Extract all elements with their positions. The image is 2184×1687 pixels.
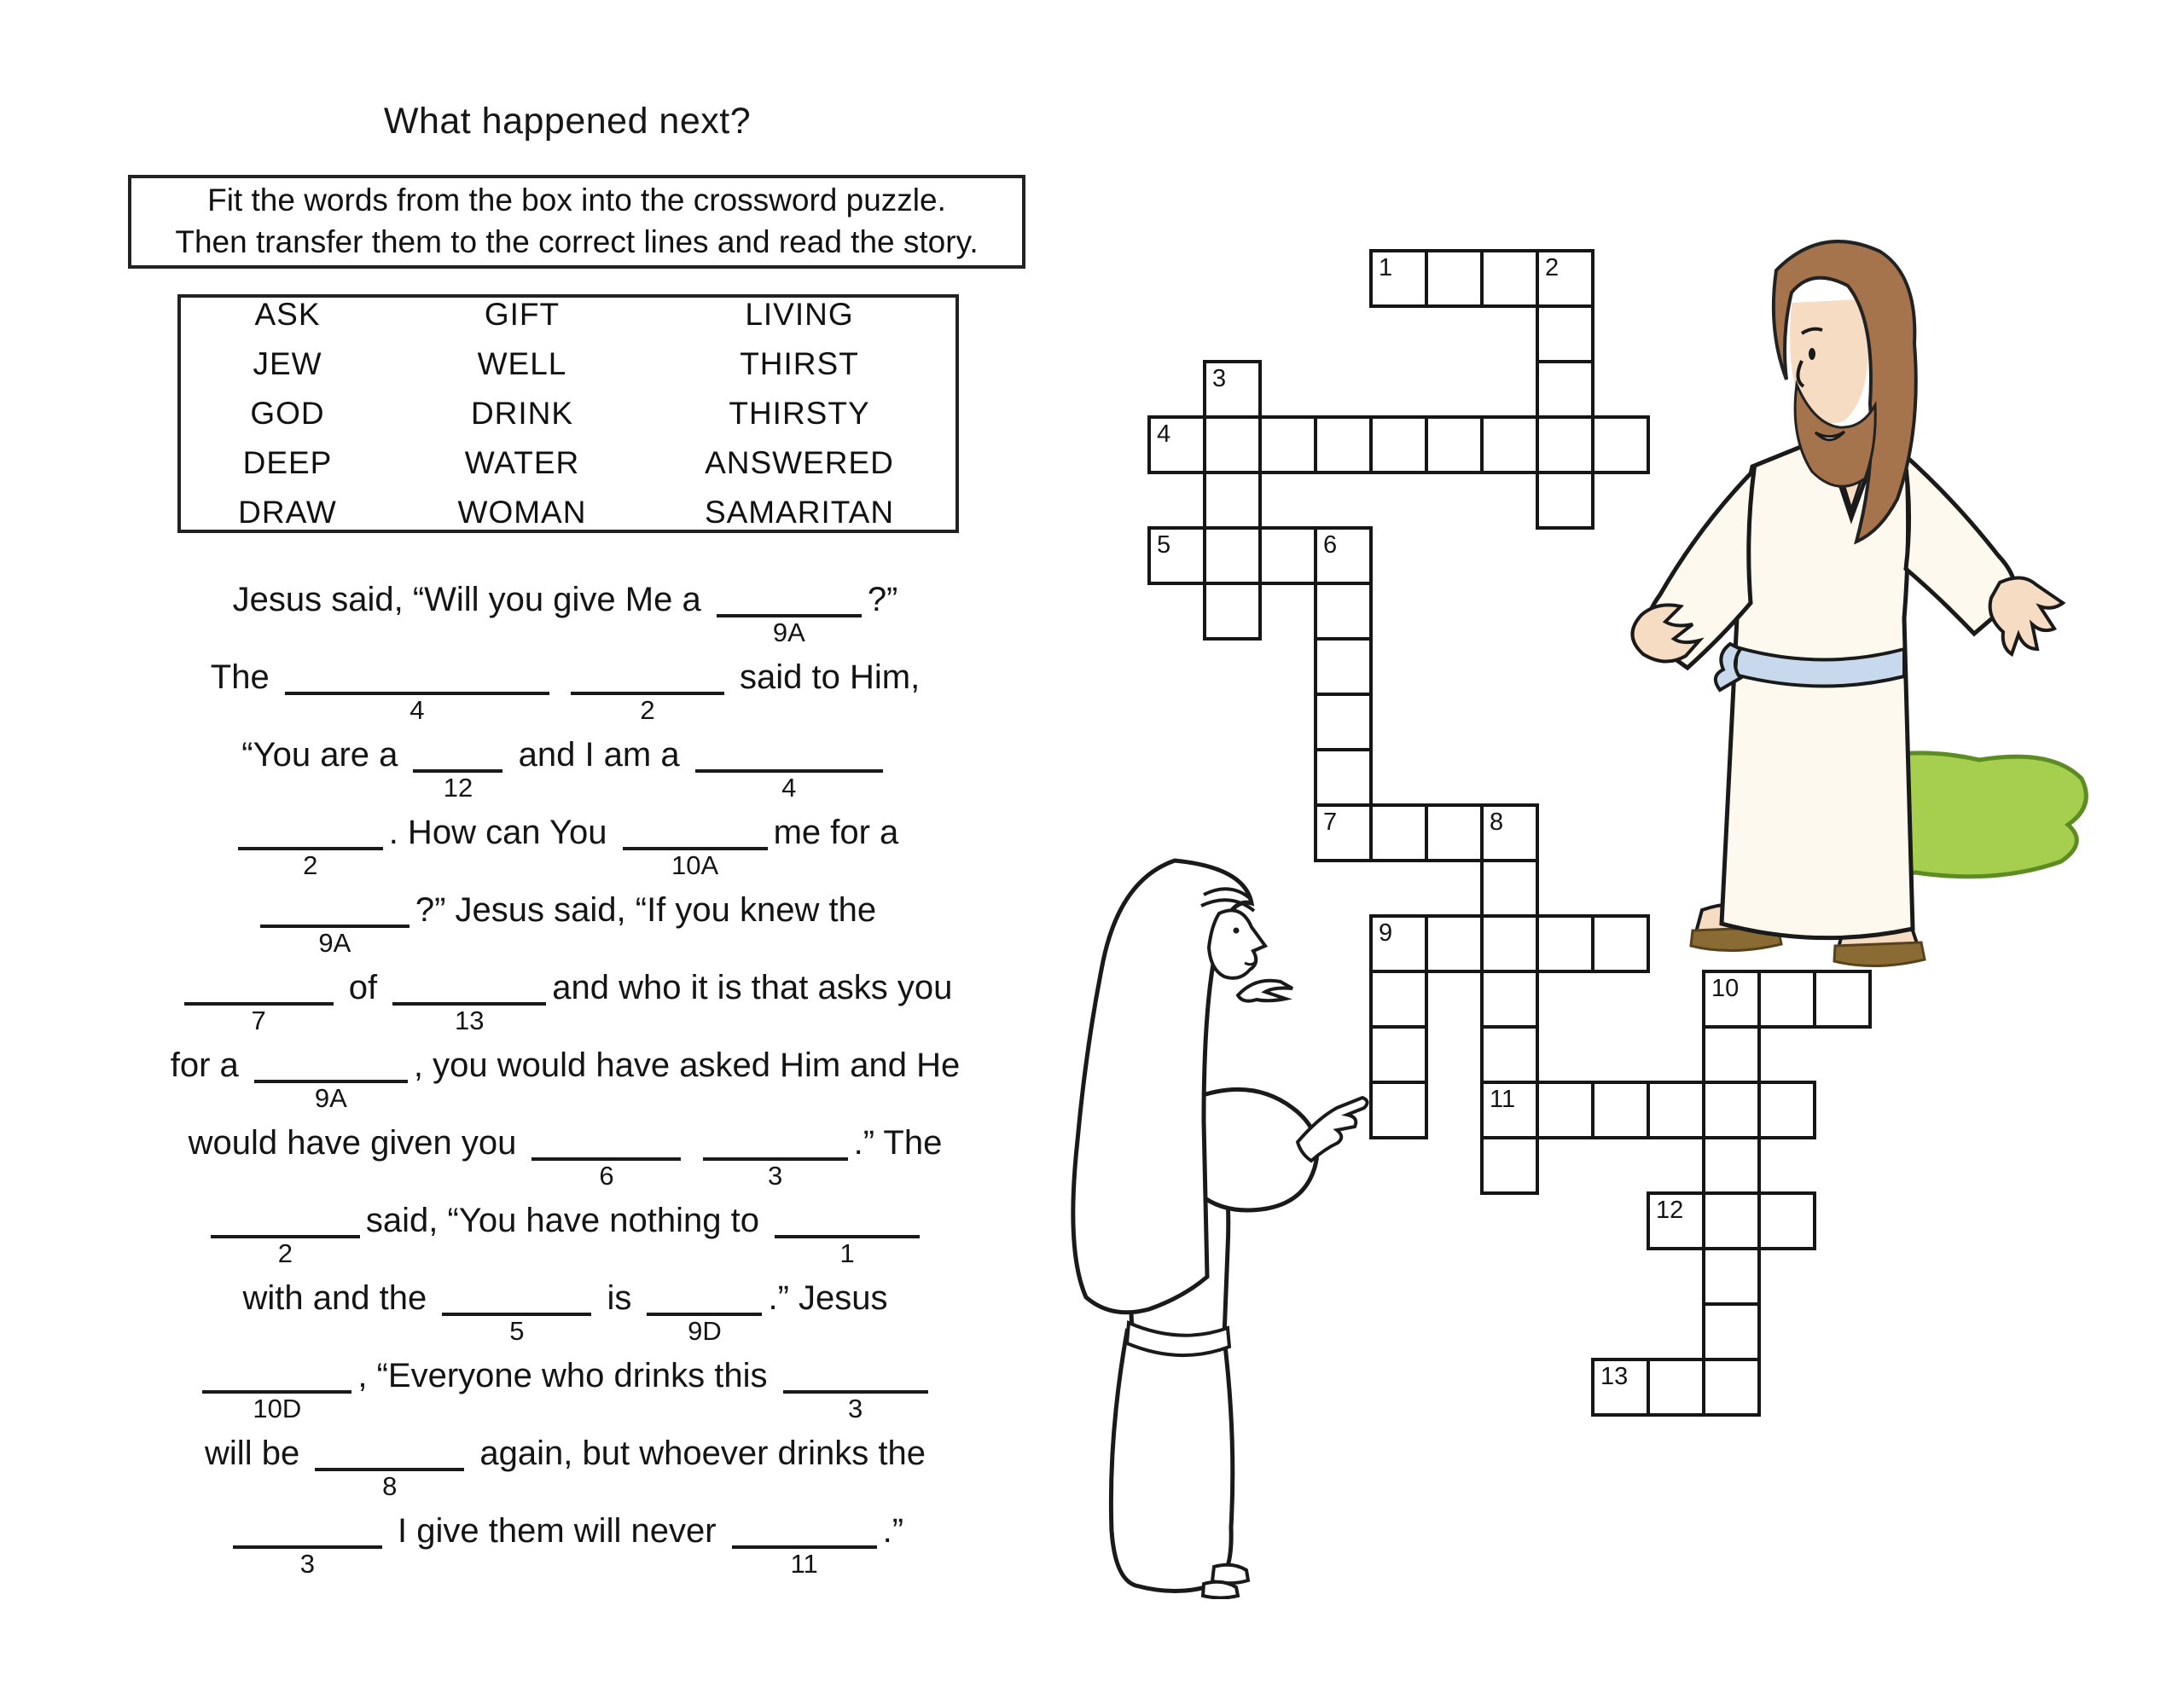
word-bank-item: ASK xyxy=(254,297,321,332)
blank-number-label: 2 xyxy=(640,695,655,725)
story-text-segment: said to Him, xyxy=(729,658,921,696)
story-blank-10D[interactable] xyxy=(202,1354,351,1423)
crossword-clue-number: 2 xyxy=(1545,254,1560,281)
crossword-cell[interactable] xyxy=(1203,582,1262,641)
story-text-segment: .” xyxy=(882,1512,904,1550)
word-bank-item: DEEP xyxy=(242,445,333,480)
crossword-cell[interactable] xyxy=(1314,415,1373,474)
crossword-cell[interactable] xyxy=(1480,249,1539,308)
word-bank-item: ANSWERED xyxy=(705,445,894,480)
story-blank-11[interactable] xyxy=(732,1510,877,1579)
blank-number-label: 12 xyxy=(443,773,473,803)
crossword-clue-number: 4 xyxy=(1157,420,1171,448)
story-line xyxy=(73,1199,1058,1277)
story-blank-7[interactable] xyxy=(184,966,334,1035)
crossword-cell[interactable] xyxy=(1425,415,1484,474)
blank-number-label: 1 xyxy=(839,1238,855,1268)
blank-number-label: 9A xyxy=(314,1083,347,1113)
word-bank-item: THIRST xyxy=(740,346,859,381)
crossword-cell[interactable] xyxy=(1536,360,1594,419)
instruction-line-1: Fit the words from the box into the crossword puzzle. xyxy=(207,183,946,218)
story-text-segment: would have given you xyxy=(188,1124,526,1162)
story-blank-2[interactable] xyxy=(238,811,383,880)
story-line xyxy=(73,578,1058,656)
story-text-segment: .” The xyxy=(853,1124,943,1162)
blank-number-label: 8 xyxy=(382,1471,398,1501)
story-text-segment: ?” xyxy=(867,581,898,618)
crossword-clue-number: 6 xyxy=(1323,531,1338,559)
blank-number-label: 11 xyxy=(790,1549,818,1579)
crossword-cell[interactable] xyxy=(1480,914,1539,973)
crossword-cell[interactable] xyxy=(1314,582,1373,641)
crossword-cell[interactable] xyxy=(1702,1081,1761,1139)
crossword-cell[interactable] xyxy=(1314,637,1373,696)
story-blank-4[interactable] xyxy=(695,733,883,803)
word-bank-box xyxy=(177,294,959,533)
crossword-cell[interactable] xyxy=(1203,415,1262,474)
blank-number-label: 7 xyxy=(251,1006,266,1035)
story-line xyxy=(73,1277,1058,1354)
story-blank-2[interactable] xyxy=(211,1199,360,1268)
crossword-clue-number: 10 xyxy=(1711,975,1740,1002)
story-text-segment: for a xyxy=(170,1046,248,1084)
blank-number-label: 6 xyxy=(599,1161,614,1191)
story-blank-8[interactable] xyxy=(315,1432,464,1501)
story-line xyxy=(73,656,1058,733)
crossword-clue-number: 11 xyxy=(1490,1086,1516,1113)
crossword-cell[interactable] xyxy=(1369,970,1428,1029)
story-blank-13[interactable] xyxy=(392,966,546,1035)
blank-number-label: 13 xyxy=(454,1006,485,1035)
story-text-segment: said, “You have nothing to xyxy=(365,1202,770,1239)
crossword-cell[interactable] xyxy=(1702,1247,1761,1306)
story-text-segment: The xyxy=(210,658,279,696)
blank-number-label: 2 xyxy=(303,850,318,880)
blank-number-label: 10D xyxy=(253,1394,302,1423)
story-text-segment: again, but whoever drinks the xyxy=(470,1435,926,1472)
crossword-clue-number: 12 xyxy=(1656,1197,1684,1224)
crossword-clue-number: 5 xyxy=(1157,531,1171,559)
blank-number-label: 3 xyxy=(848,1394,863,1423)
story-text-segment: of xyxy=(339,969,387,1006)
page-title: What happened next? xyxy=(383,101,752,142)
crossword-cell[interactable] xyxy=(1591,1081,1650,1139)
blank-number-label: 5 xyxy=(509,1316,525,1346)
story-blank-9D[interactable] xyxy=(647,1277,762,1346)
story-line xyxy=(73,1354,1058,1432)
crossword-cell[interactable] xyxy=(1702,1302,1761,1361)
story-text-segment: Jesus said, “Will you give Me a xyxy=(232,581,711,618)
crossword-cell[interactable] xyxy=(1536,304,1594,363)
story-line xyxy=(73,889,1058,966)
story-text-segment: “You are a xyxy=(241,736,408,774)
story-text-segment: is xyxy=(597,1279,642,1317)
word-bank-item: THIRSTY xyxy=(729,396,870,431)
crossword-cell[interactable] xyxy=(1480,415,1539,474)
word-bank-item: SAMARITAN xyxy=(704,495,895,530)
crossword-cell[interactable] xyxy=(1369,803,1428,862)
crossword-cell[interactable] xyxy=(1425,803,1484,862)
word-bank-item: WATER xyxy=(464,445,580,480)
story-line xyxy=(73,811,1058,889)
story-text-segment: , “Everyone who drinks this xyxy=(357,1357,777,1394)
crossword-cell[interactable] xyxy=(1757,1081,1816,1139)
crossword-cell[interactable] xyxy=(1647,1358,1705,1417)
crossword-cell[interactable] xyxy=(1702,1025,1761,1084)
story-blank-10A[interactable] xyxy=(623,811,768,880)
crossword-cell[interactable] xyxy=(1480,970,1539,1029)
story-text-segment: will be xyxy=(205,1435,310,1472)
story-blank-5[interactable] xyxy=(442,1277,591,1346)
story-text xyxy=(73,578,1058,1587)
story-blank-6[interactable] xyxy=(531,1122,681,1191)
crossword-cell[interactable] xyxy=(1369,1081,1428,1139)
crossword-cell[interactable] xyxy=(1480,859,1539,918)
crossword-cell[interactable] xyxy=(1203,526,1262,585)
story-blank-3[interactable] xyxy=(703,1122,848,1191)
word-bank-item: DRAW xyxy=(238,495,337,530)
story-blank-9A[interactable] xyxy=(717,578,862,647)
story-text-segment: , you would have asked Him and He xyxy=(413,1046,961,1084)
blank-number-label: 2 xyxy=(277,1238,293,1268)
story-blank-12[interactable] xyxy=(413,733,502,803)
crossword-cell[interactable] xyxy=(1480,1136,1539,1195)
word-bank-item: WOMAN xyxy=(457,495,587,530)
crossword-clue-number: 7 xyxy=(1323,809,1338,836)
story-text-segment: me for a xyxy=(773,814,899,851)
blank-number-label: 9A xyxy=(318,928,351,958)
story-blank-4[interactable] xyxy=(285,656,549,725)
story-text-segment: ?” Jesus said, “If you knew the xyxy=(415,891,877,929)
crossword-cell[interactable] xyxy=(1536,471,1594,530)
story-text-segment: and who it is that asks you xyxy=(552,969,953,1006)
story-blank-2[interactable] xyxy=(571,656,724,725)
crossword-cell[interactable] xyxy=(1425,914,1484,973)
story-line xyxy=(73,1510,1058,1587)
crossword-cell[interactable] xyxy=(1702,1136,1761,1195)
word-bank-item: DRINK xyxy=(470,396,574,431)
story-text-segment xyxy=(687,1124,696,1162)
story-blank-1[interactable] xyxy=(775,1199,920,1268)
word-bank-item: JEW xyxy=(253,346,322,381)
story-text-segment: .” Jesus xyxy=(768,1279,888,1317)
crossword-cell[interactable] xyxy=(1369,1025,1428,1084)
crossword-cell[interactable] xyxy=(1258,526,1317,585)
story-line xyxy=(73,966,1058,1044)
instruction-box xyxy=(128,175,1025,269)
story-line xyxy=(73,1044,1058,1122)
story-blank-3[interactable] xyxy=(783,1354,928,1423)
story-text-segment: I give them will never xyxy=(387,1512,726,1550)
instruction-line-2: Then transfer them to the correct lines and read the story. xyxy=(175,224,979,259)
blank-number-label: 10A xyxy=(671,850,719,880)
story-line xyxy=(73,1122,1058,1199)
crossword-cell[interactable] xyxy=(1536,914,1594,973)
crossword-cell[interactable] xyxy=(1702,1358,1761,1417)
crossword-cell[interactable] xyxy=(1203,471,1262,530)
crossword-clue-number: 9 xyxy=(1379,919,1393,947)
story-blank-9A[interactable] xyxy=(260,889,410,958)
story-text-segment: . How can You xyxy=(388,814,617,851)
crossword-cell[interactable] xyxy=(1702,1191,1761,1250)
blank-number-label: 3 xyxy=(767,1161,783,1191)
story-text-segment: and I am a xyxy=(508,736,689,774)
blank-number-label: 4 xyxy=(781,773,797,803)
word-bank-item: GIFT xyxy=(484,297,561,332)
story-blank-9A[interactable] xyxy=(254,1044,408,1113)
jesus-illustration xyxy=(1621,217,2099,985)
crossword-cell[interactable] xyxy=(1536,1081,1594,1139)
story-blank-3[interactable] xyxy=(233,1510,382,1579)
crossword-cell[interactable] xyxy=(1369,415,1428,474)
word-bank-item: GOD xyxy=(250,396,325,431)
story-text-segment: with and the xyxy=(242,1279,437,1317)
story-line xyxy=(73,733,1058,811)
story-text-segment xyxy=(555,658,565,696)
word-bank-item: WELL xyxy=(477,346,567,381)
crossword-cell[interactable] xyxy=(1757,1191,1816,1250)
crossword-clue-number: 1 xyxy=(1379,254,1393,281)
crossword-cell[interactable] xyxy=(1480,1025,1539,1084)
crossword-clue-number: 13 xyxy=(1600,1363,1629,1390)
crossword-cell[interactable] xyxy=(1647,1081,1705,1139)
crossword-cell[interactable] xyxy=(1314,693,1373,751)
word-bank-item: LIVING xyxy=(745,297,854,332)
crossword-cell[interactable] xyxy=(1425,249,1484,308)
samaritan-woman-illustration xyxy=(1037,849,1369,1599)
blank-number-label: 9A xyxy=(772,617,805,647)
crossword-cell[interactable] xyxy=(1258,415,1317,474)
crossword-cell[interactable] xyxy=(1536,415,1594,474)
story-line xyxy=(73,1432,1058,1510)
blank-number-label: 3 xyxy=(299,1549,316,1579)
crossword-clue-number: 3 xyxy=(1212,365,1227,392)
blank-number-label: 9D xyxy=(688,1316,722,1346)
crossword-cell[interactable] xyxy=(1314,748,1373,807)
crossword-clue-number: 8 xyxy=(1490,809,1504,836)
blank-number-label: 4 xyxy=(410,695,425,725)
